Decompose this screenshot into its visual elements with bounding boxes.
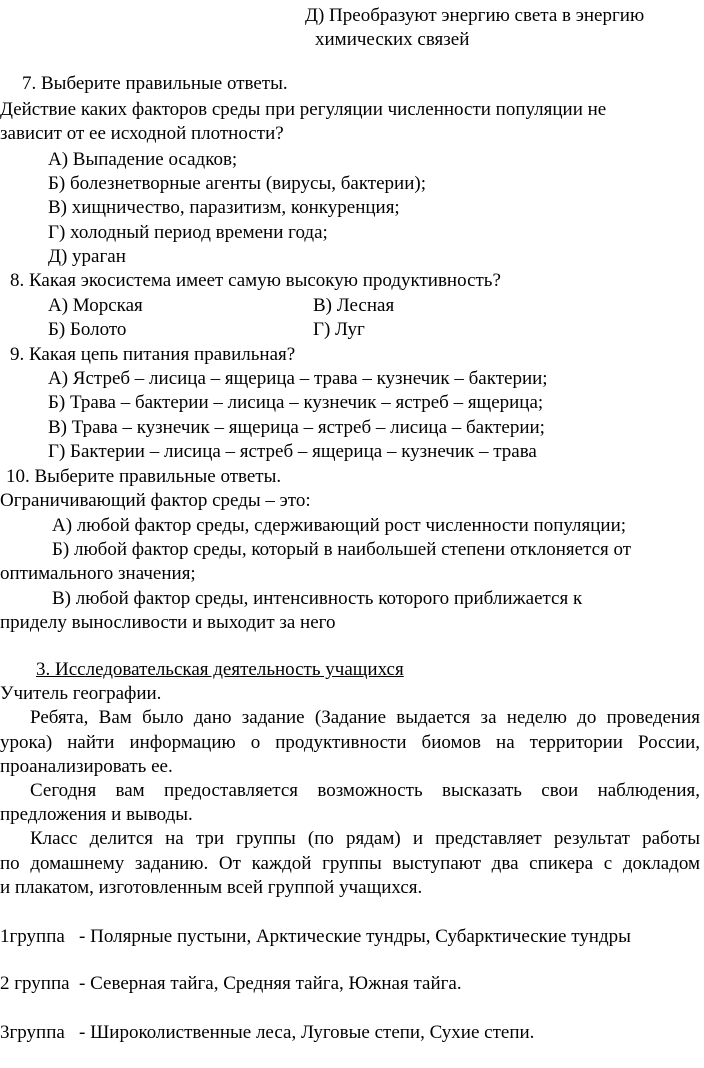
q7-title: 7. Выберите правильные ответы. bbox=[22, 73, 288, 94]
q6-option-d-line1: Д) Преобразуют энергию света в энергию bbox=[305, 5, 645, 26]
q10-option-c-line1: В) любой фактор среды, интенсивность которого приближается к bbox=[52, 588, 583, 609]
paragraph-1-line2: урока) найти информацию о продуктивности биомов на территории России, bbox=[0, 732, 700, 753]
q7-option-d: Г) холодный период времени года; bbox=[48, 222, 328, 243]
speaker-label: Учитель географии. bbox=[0, 683, 162, 704]
group-2: 2 группа - Северная тайга, Средняя тайга, Южная тайга. bbox=[0, 973, 462, 994]
q10-text: Ограничивающий фактор среды – это: bbox=[0, 490, 311, 511]
paragraph-3-line3: и плакатом, изготовленным всей группой учащихся. bbox=[0, 877, 423, 898]
q7-text-line2: зависит от ее исходной плотности? bbox=[0, 123, 284, 144]
section3-heading: 3. Исследовательская деятельность учащихся bbox=[36, 659, 404, 680]
q10-option-b-line2: оптимального значения; bbox=[0, 563, 196, 584]
paragraph-3-line1: Класс делится на три группы (по рядам) и представляет результат работы bbox=[30, 828, 700, 849]
paragraph-1-line3: проанализировать ее. bbox=[0, 756, 173, 777]
q6-option-d-line2: химических связей bbox=[315, 29, 470, 50]
q10-title: 10. Выберите правильные ответы. bbox=[6, 466, 282, 487]
q7-option-a: А) Выпадение осадков; bbox=[48, 149, 238, 170]
q7-text-line1: Действие каких факторов среды при регуляции численности популяции не bbox=[0, 99, 607, 120]
group-3: 3группа - Широколиственные леса, Луговые степи, Сухие степи. bbox=[0, 1022, 535, 1043]
q10-option-c-line2: приделу выносливости и выходит за него bbox=[0, 612, 336, 633]
q9-option-a: А) Ястреб – лисица – ящерица – трава – кузнечик – бактерии; bbox=[48, 368, 548, 389]
q8-option-c: В) Лесная bbox=[313, 295, 395, 316]
q7-option-c: В) хищничество, паразитизм, конкуренция; bbox=[48, 197, 400, 218]
q8-option-d: Г) Луг bbox=[313, 319, 365, 340]
q9-title: 9. Какая цепь питания правильная? bbox=[10, 344, 296, 365]
paragraph-3-line2: по домашнему заданию. От каждой группы выступают два спикера с докладом bbox=[0, 853, 700, 874]
q8-option-a: А) Морская bbox=[48, 295, 143, 316]
q9-option-d: Г) Бактерии – лисица – ястреб – ящерица – кузнечик – трава bbox=[48, 441, 537, 462]
q8-option-b: Б) Болото bbox=[48, 319, 127, 340]
q9-option-c: В) Трава – кузнечик – ящерица – ястреб – лисица – бактерии; bbox=[48, 417, 545, 438]
q7-option-b: Б) болезнетворные агенты (вирусы, бактерии); bbox=[48, 173, 426, 194]
q10-option-a: А) любой фактор среды, сдерживающий рост численности популяции; bbox=[52, 515, 627, 536]
q9-option-b: Б) Трава – бактерии – лисица – кузнечик – ястреб – ящерица; bbox=[48, 392, 544, 413]
group-1: 1группа - Полярные пустыни, Арктические тундры, Субарктические тундры bbox=[0, 926, 631, 947]
q10-option-b-line1: Б) любой фактор среды, который в наибольшей степени отклоняется от bbox=[52, 539, 632, 560]
paragraph-2-line2: предложения и выводы. bbox=[0, 804, 193, 825]
paragraph-1-line1: Ребята, Вам было дано задание (Задание выдается за неделю до проведения bbox=[30, 707, 700, 728]
q8-title: 8. Какая экосистема имеет самую высокую продуктивность? bbox=[10, 270, 501, 291]
paragraph-2-line1: Сегодня вам предоставляется возможность высказать свои наблюдения, bbox=[30, 780, 700, 801]
q7-option-e: Д) ураган bbox=[48, 246, 126, 267]
